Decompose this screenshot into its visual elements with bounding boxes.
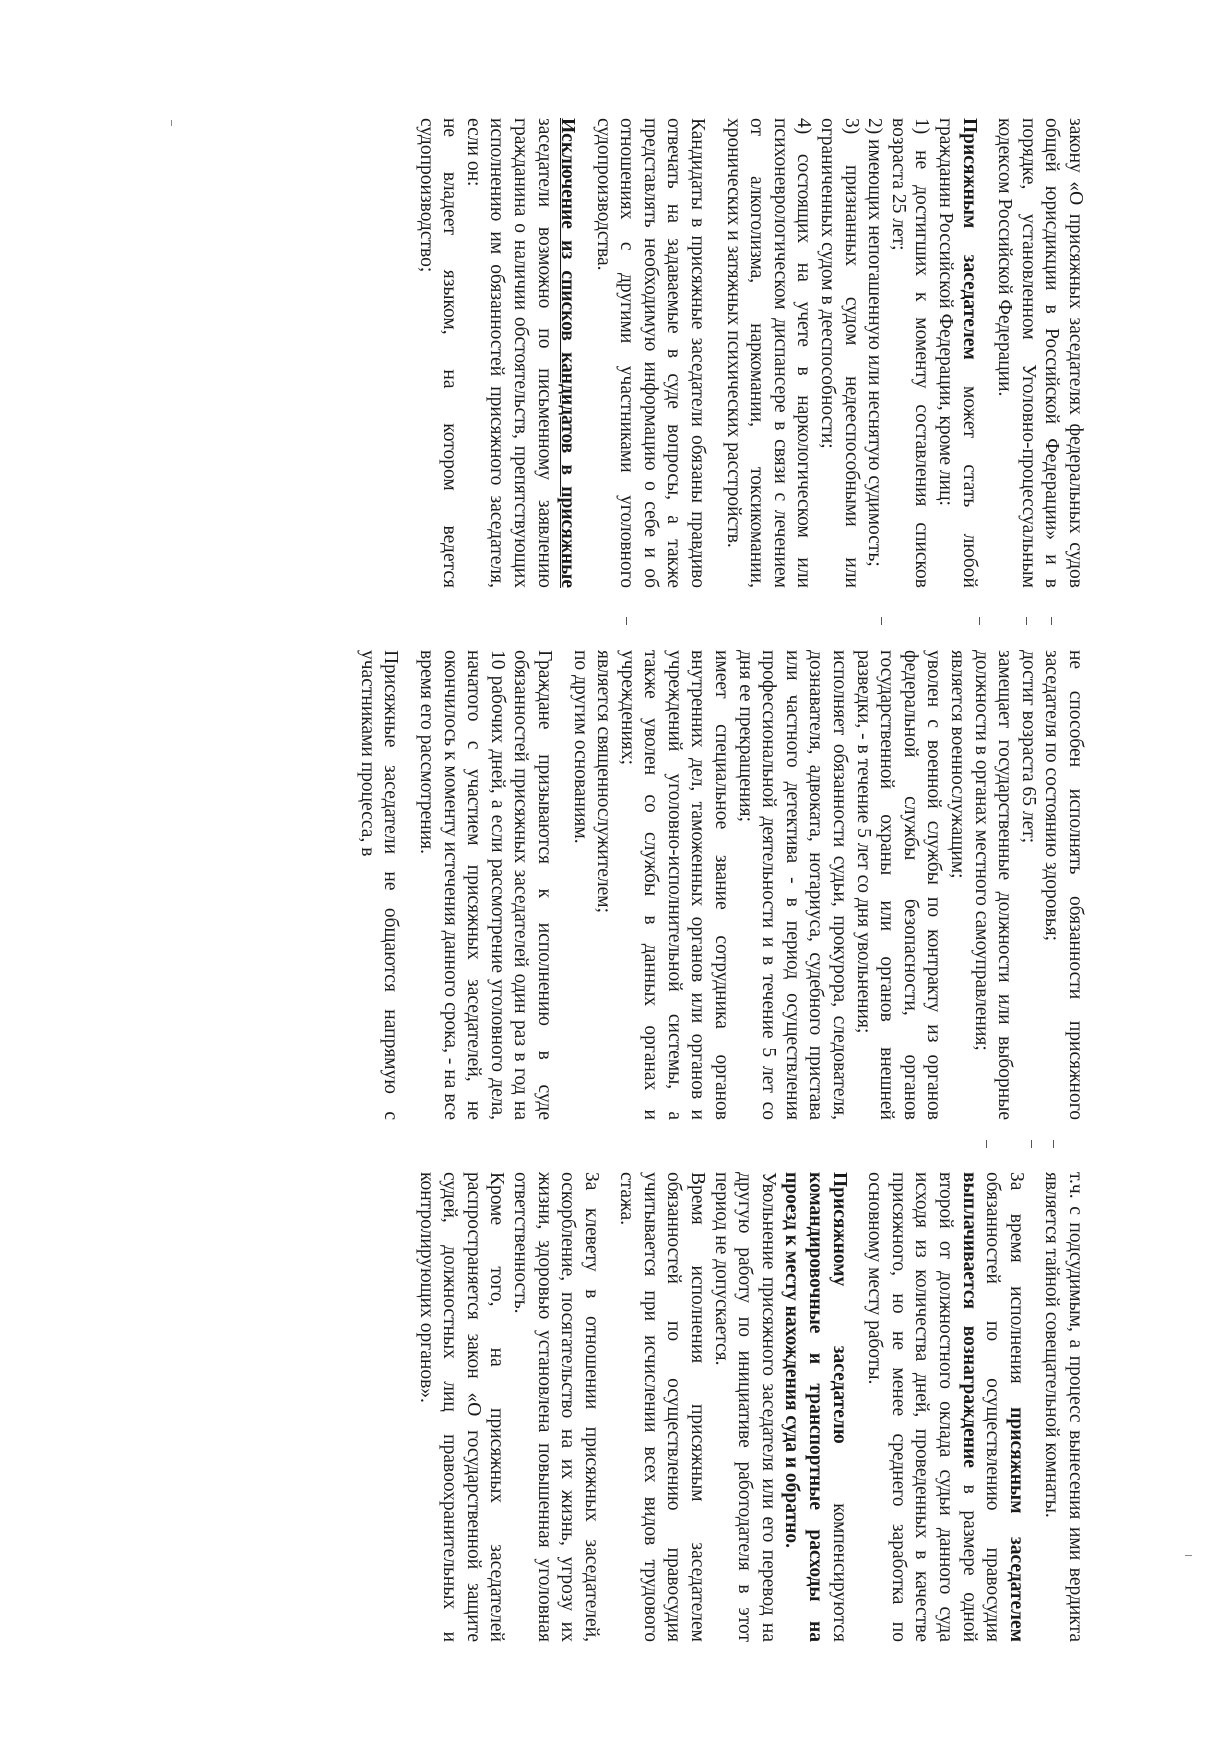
term-juror: Присяжным заседателем bbox=[958, 118, 980, 360]
paragraph-communication: Присяжные заседатели не общаются напрямую с участниками процесса, в bbox=[356, 650, 402, 1120]
section-heading-exclusion: Исключение из списков кандидатов в присяжные bbox=[557, 118, 579, 588]
paragraph-summons: Граждане призываются к исполнению в суде обязанностей присяжных заседателей один раз в год на 10 рабочих дней, а если рассмотрение уголовного дела, начатого с участием присяжных заседателей, не окончилось к моменту истечения данного срока, - на все время его рассмотрения. bbox=[415, 650, 555, 1120]
list-item: уволен с военной службы по контракту из органов федеральной службы безопасности, органов государственной охраны или органов внешней разведки, - в течение 5 лет со дня увольнения; bbox=[852, 650, 945, 1120]
scan-mark bbox=[171, 120, 172, 126]
list-item: исполняет обязанности судьи, прокурора, следователя, дознавателя, адвоката, нотариуса, судебного пристава или частного детектива - в период осуществления профессиональной деятельности и в течение 5 лет со дня ее прекращения; bbox=[734, 650, 851, 1120]
paragraph-intro: закону «О присяжных заседателях федеральных судов общей юрисдикции в Российской Федерации» и в порядке, установленном Уголовно-процессуальным кодексом Российской Федерации. bbox=[994, 118, 1086, 588]
paragraph-liability: За клевету в отношении присяжных заседателей, оскорбление, посягательство на их жизнь, угрозу их жизни, здоровью установлена повышенная уголовная ответственность. bbox=[509, 1172, 602, 1642]
text-column-1 bbox=[402, 118, 1087, 588]
paragraph-remuneration: За время исполнения присяжным заседателем обязанностей по осуществлению правосудия выплачивается вознаграждение в размере одной второй от должностного оклада судьи данного суда исходя из количества дней, проведенных в качестве присяжного, но не менее среднего заработка по основному месту работы. bbox=[864, 1172, 1027, 1643]
list-item: является военнослужащим; bbox=[947, 650, 969, 879]
paragraph-seniority: Время исполнения присяжным заседателем обязанностей по осуществлению правосудия учитывается при исчислении всех видов трудового стажа. bbox=[616, 1172, 709, 1642]
list-item: 3) признанных судом недееспособными или ограниченных судом в дееспособности; bbox=[817, 118, 862, 588]
paragraph-who-can: Присяжным заседателем может стать любой гражданин Российской Федерации, кроме лиц: bbox=[935, 118, 980, 588]
text-column-2 bbox=[343, 650, 1087, 1120]
list-item: 2) имеющих непогашенную или неснятую судимость; bbox=[864, 118, 886, 567]
paragraph-secrecy: т.ч. с подсудимым, а процесс вынесения ими вердикта является тайной совещательной комнаты. bbox=[1041, 1172, 1086, 1642]
text-column-3 bbox=[402, 1172, 1087, 1642]
paragraph-dismissal: Увольнение присяжного заседателя или его перевод на другую работу по инициативе работодателя в этот период не допускается. bbox=[710, 1172, 779, 1642]
paragraph-obligations: Кандидаты в присяжные заседатели обязаны правдиво отвечать на задаваемые в суде вопросы, а также представлять необходимую информацию о себе и об отношениях с другими участниками уголовного судопроизводства. bbox=[592, 118, 709, 588]
list-item: достиг возраста 65 лет; bbox=[1017, 650, 1039, 844]
list-item: 1) не достигших к моменту составления списков возраста 25 лет; bbox=[887, 118, 933, 588]
paragraph-protection: Кроме того, на присяжных заседателей распространяется закон «О государственной защите судей, должностных лиц правоохранительных и контролирующих органов». bbox=[415, 1172, 508, 1642]
paragraph-exclusion: Исключение из списков кандидатов в присяжные заседатели возможно по письменному заявлению гражданина о наличии обстоятельств, препятствующих исполнению им обязанностей присяжного заседателя, если он: bbox=[462, 118, 579, 588]
paragraph-compensation: Присяжному заседателю компенсируются командировочные и транспортные расходы на проезд к месту нахождения суда и обратно. bbox=[781, 1172, 850, 1642]
list-item: не способен исполнять обязанности присяжного заседателя по состоянию здоровья; bbox=[1041, 650, 1086, 1120]
list-item: не владеет языком, на котором ведется судопроизводство; bbox=[415, 118, 461, 588]
list-item: является священнослужителем; bbox=[593, 650, 615, 913]
list-item: 4) состоящих на учете в наркологическом или психоневрологическом диспансере в связи с лечением от алкоголизма, наркомании, токсикомании, хронических и затяжных психических расстройств. bbox=[722, 118, 815, 588]
list-item: имеет специальное звание сотрудника органов внутренних дел, таможенных органов или органов и учреждений уголовно-исполнительной системы, а также уволен со службы в данных органах и учреждениях; bbox=[616, 650, 733, 1120]
list-item: замещает государственные должности или выборные должности в органах местного самоуправления; bbox=[970, 650, 1016, 1120]
scan-mark bbox=[1185, 1555, 1192, 1556]
list-item: по другим основаниям. bbox=[569, 650, 591, 844]
